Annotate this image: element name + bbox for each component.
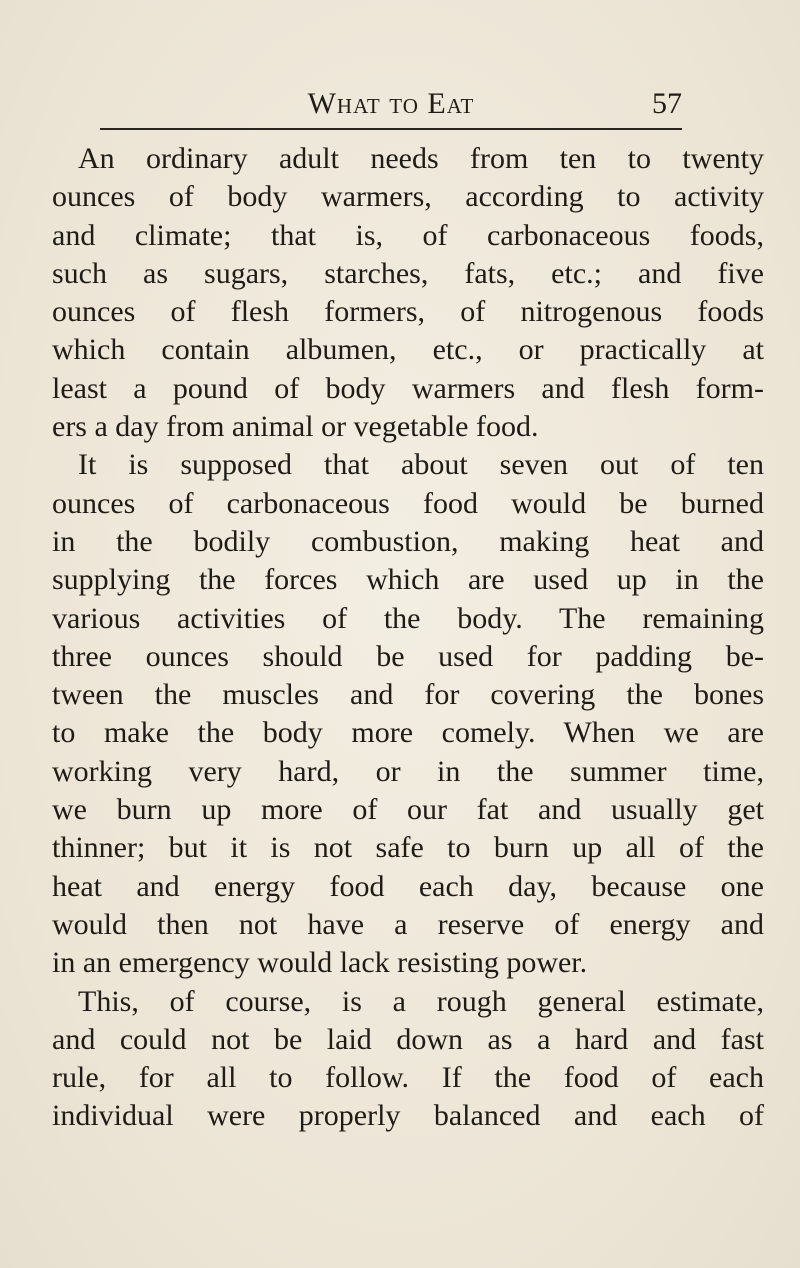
running-head [100, 84, 682, 124]
text-line: ounces of body warmers, according to activity [52, 180, 764, 214]
text-line: various activities of the body. The remaining [52, 601, 764, 635]
body-text [52, 140, 764, 1136]
text-line: This, of course, is a rough general estimate, [78, 984, 764, 1018]
text-line: we burn up more of our fat and usually get [52, 793, 764, 827]
text-line: An ordinary adult needs from ten to twenty [78, 142, 764, 175]
text-line: working very hard, or in the summer time, [52, 754, 764, 788]
text-line: three ounces should be used for padding be- [52, 639, 764, 673]
text-line: rule, for all to follow. If the food of each [52, 1061, 764, 1095]
text-line: ounces of carbonaceous food would be burned [52, 486, 764, 520]
text-line: It is supposed that about seven out of ten [78, 448, 764, 482]
text-line: supplying the forces which are used up in the [52, 563, 764, 597]
text-line: individual were properly balanced and each of [52, 1099, 764, 1133]
text-line: thinner; but it is not safe to burn up all of the [52, 831, 764, 865]
text-line: which contain albumen, etc., or practically at [52, 333, 764, 367]
text-line: ounces of flesh formers, of nitrogenous foods [52, 295, 764, 329]
text-line: and climate; that is, of carbonaceous foods, [52, 218, 764, 252]
text-line: would then not have a reserve of energy and [52, 907, 764, 941]
text-line: to make the body more comely. When we are [52, 716, 764, 750]
text-line: heat and energy food each day, because one [52, 869, 764, 903]
text-line: and could not be laid down as a hard and fast [52, 1022, 764, 1056]
text-line: in the bodily combustion, making heat and [52, 524, 764, 558]
text-line: ers a day from animal or vegetable food. [52, 410, 539, 444]
page-number: 57 [652, 87, 682, 120]
text-line: such as sugars, starches, fats, etc.; and five [52, 256, 764, 290]
running-head-title: What to Eat [307, 87, 475, 120]
text-line: in an emergency would lack resisting power. [52, 946, 588, 980]
text-line: tween the muscles and for covering the bones [52, 678, 764, 712]
header-rule [100, 128, 682, 130]
text-line: least a pound of body warmers and flesh form- [52, 371, 764, 405]
